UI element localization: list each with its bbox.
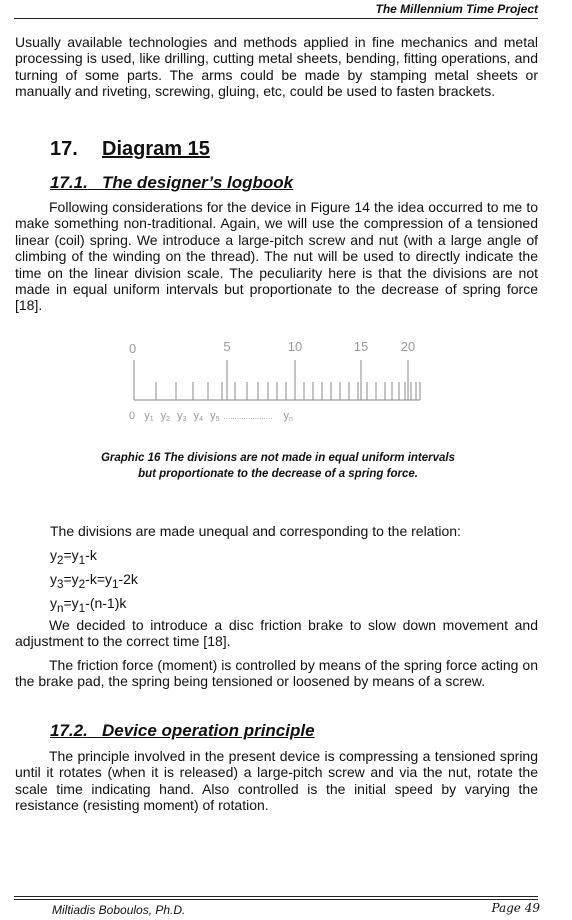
friction-paragraph: The friction force (moment) is controlled by means of the spring force acting on the brake pad, the spring being tensioned or loosened by means of a screw. [15, 657, 538, 690]
relations-intro: The divisions are made unequal and corresponding to the relation: [50, 523, 461, 539]
equation-y2: $y_2=y_1-k$ [50, 547, 97, 567]
section-number: 17. [50, 138, 78, 160]
scale-label: 5 [223, 339, 231, 354]
figure-caption [50, 451, 506, 482]
header-divider [14, 18, 538, 19]
designer-logbook-paragraph: Following considerations for the device in Figure 14 the idea occurred to me to make something non-traditional. Again, we will use the compression of a tensioned linear (coil) spring. We introduce a large-pitch screw and nut (with a large angle of climbing of the winding on the thread). The nut will be used to directly indicate the time on the linear division scale. The peculiarity here is that the divisions are not made in equal uniform intervals but proportionate to the decrease of spring force [18]. [15, 199, 538, 314]
equation-yn: $y_n=y_1-(n-1)k$ [50, 595, 127, 615]
section-title: Diagram 15 [102, 138, 210, 160]
scale-ticks [134, 360, 420, 400]
subsection-number: 17.1. [50, 173, 88, 192]
footer-divider [14, 896, 538, 897]
intro-paragraph: Usually available technologies and methods applied in fine mechanics and metal processing is used, like drilling, cutting metal sheets, bending, fitting operations, and turning of some parts. The arms could be made by stamping metal sheets or manually and riveting, screwing, gluing, etc, could be used to fasten brackets. [15, 34, 538, 100]
scale-label: 15 [353, 339, 369, 354]
section-heading [50, 138, 210, 161]
footer-author: Miltiadis Boboulos, Ph.D. [52, 903, 186, 917]
scale-label: 20 [400, 339, 416, 354]
page-number: Page 49 [491, 901, 540, 915]
equation-y3: $y_3=y_2-k=y_1-2k$ [50, 571, 138, 591]
scale-bottom-labels: 0 y1 y2 y3 y4 y5 ...................... yn [129, 410, 293, 423]
footer-divider [14, 899, 538, 900]
subsection-number: 17.2. [50, 721, 88, 740]
subsection-heading-17-1 [50, 173, 293, 193]
subsection-title: The designer’s logbook [101, 173, 294, 192]
caption-line: but proportionate to the decrease of a spring force. [138, 467, 418, 480]
scale-label: 10 [287, 339, 303, 354]
subsection-heading-17-2 [50, 721, 315, 741]
brake-paragraph: We decided to introduce a disc friction brake to slow down movement and adjustment to the correct time [18]. [15, 617, 538, 650]
running-header: The Millennium Time Project [375, 2, 538, 16]
operation-principle-paragraph: The principle involved in the present device is compressing a tensioned spring until it rotates (when it is released) a large-pitch screw and via the nut, rotate the scale time indicating hand. Also controlled is the initial speed by varying the resistance (resisting moment) of rotation. [15, 748, 538, 814]
scale-label: 0 [129, 341, 137, 356]
caption-line: Graphic 16 The divisions are not made in equal uniform intervals [100, 452, 456, 464]
division-scale-figure [120, 336, 430, 428]
subsection-title: Device operation principle [101, 721, 315, 740]
